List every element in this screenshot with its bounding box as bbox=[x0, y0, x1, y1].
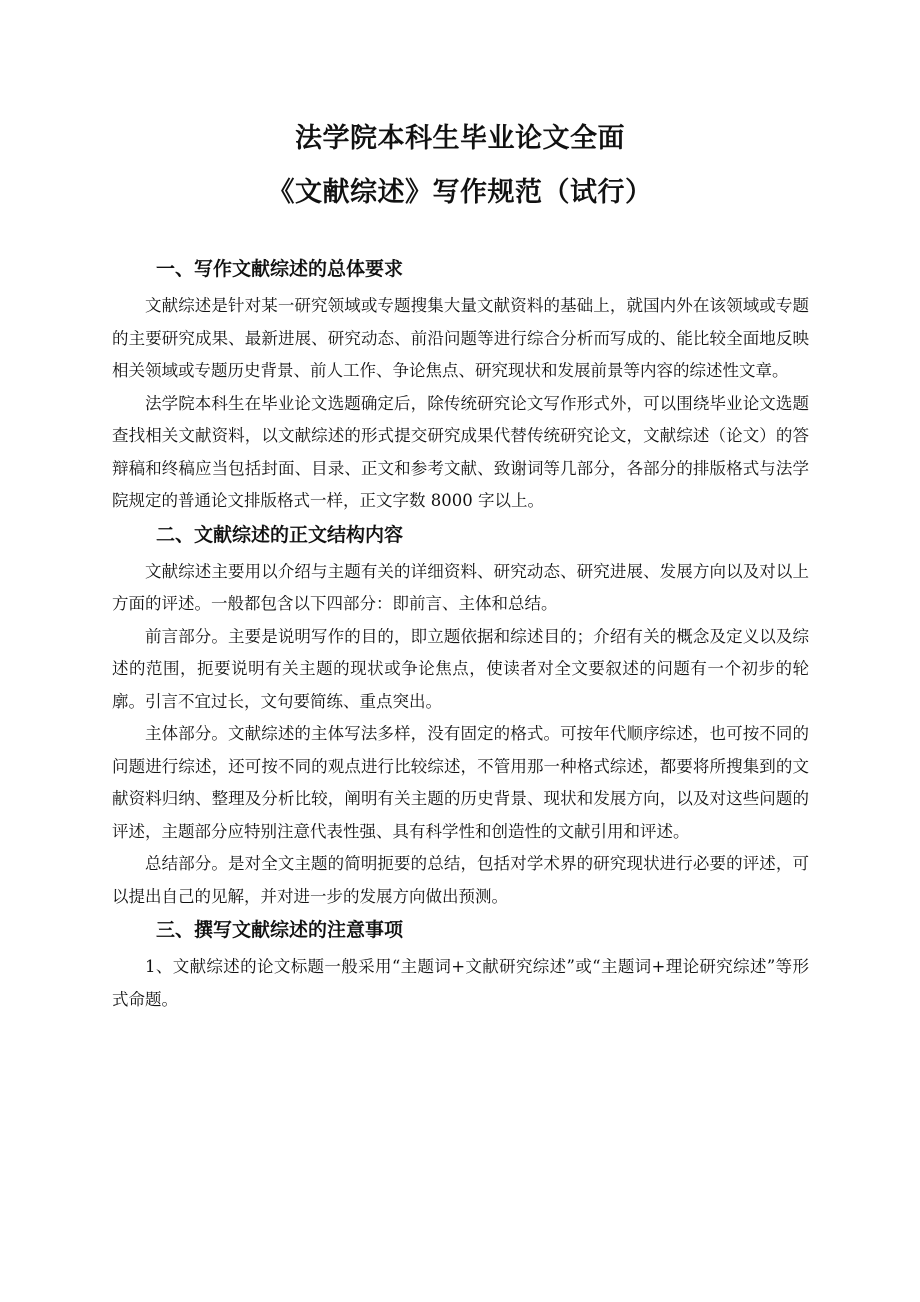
paragraph: 总结部分。是对全文主题的简明扼要的总结，包括对学术界的研究现状进行必要的评述，可以提出自己的见解，并对进一步的发展方向做出预测。 bbox=[112, 854, 809, 906]
title-line-1: 法学院本科生毕业论文全面 bbox=[295, 123, 625, 154]
paragraph: 文献综述是针对某一研究领域或专题搜集大量文献资料的基础上，就国内外在该领域或专题的主要研究成果、最新进展、研究动态、前沿问题等进行综合分析而写成的、能比较全面地反映相关领域或专题历史背景、前人工作、争论焦点、研究现状和发展前景等内容的综述性文章。 bbox=[112, 296, 809, 380]
section-heading: 二、文献综述的正文结构内容 bbox=[156, 523, 404, 546]
paragraph: 法学院本科生在毕业论文选题确定后，除传统研究论文写作形式外，可以围绕毕业论文选题查找相关文献资料，以文献综述的形式提交研究成果代替传统研究论文，文献综述（论文）的答辩稿和终稿应当包括封面、目录、正文和参考文献、致谢词等几部分，各部分的排版格式与法学院规定的普通论文排版格式一样，正文字数 8000 字以上。 bbox=[112, 393, 809, 510]
section-1 bbox=[112, 252, 809, 518]
section-heading: 三、撰写文献综述的注意事项 bbox=[156, 919, 404, 941]
title-line-2: 《文献综述》写作规范（试行） bbox=[267, 177, 653, 208]
document-title bbox=[0, 112, 920, 220]
paragraph: 前言部分。主要是说明写作的目的，即立题依据和综述目的；介绍有关的概念及定义以及综述的范围，扼要说明有关主题的现状或争论焦点，使读者对全文要叙述的问题有一个初步的轮廓。引言不宜过长，文句要简练、重点突出。 bbox=[112, 626, 809, 711]
paragraph: 文献综述主要用以介绍与主题有关的详细资料、研究动态、研究进展、发展方向以及对以上方面的评述。一般都包含以下四部分：即前言、主体和总结。 bbox=[112, 561, 809, 613]
paragraph: 主体部分。文献综述的主体写法多样，没有固定的格式。可按年代顺序综述，也可按不同的问题进行综述，还可按不同的观点进行比较综述，不管用那一种格式综述，都要将所搜集到的文献资料归纳、整理及分析比较，阐明有关主题的历史背景、现状和发展方向，以及对这些问题的评述，主题部分应特别注意代表性强、具有科学性和创造性的文献引用和评述。 bbox=[112, 724, 809, 841]
section-3 bbox=[112, 913, 809, 1016]
section-2 bbox=[112, 518, 809, 914]
document-body bbox=[112, 252, 809, 1016]
paragraph: 1、文献综述的论文标题一般采用“主题词+文献研究综述”或“主题词+理论研究综述”等形式命题。 bbox=[112, 957, 809, 1009]
section-heading: 一、写作文献综述的总体要求 bbox=[156, 258, 404, 280]
